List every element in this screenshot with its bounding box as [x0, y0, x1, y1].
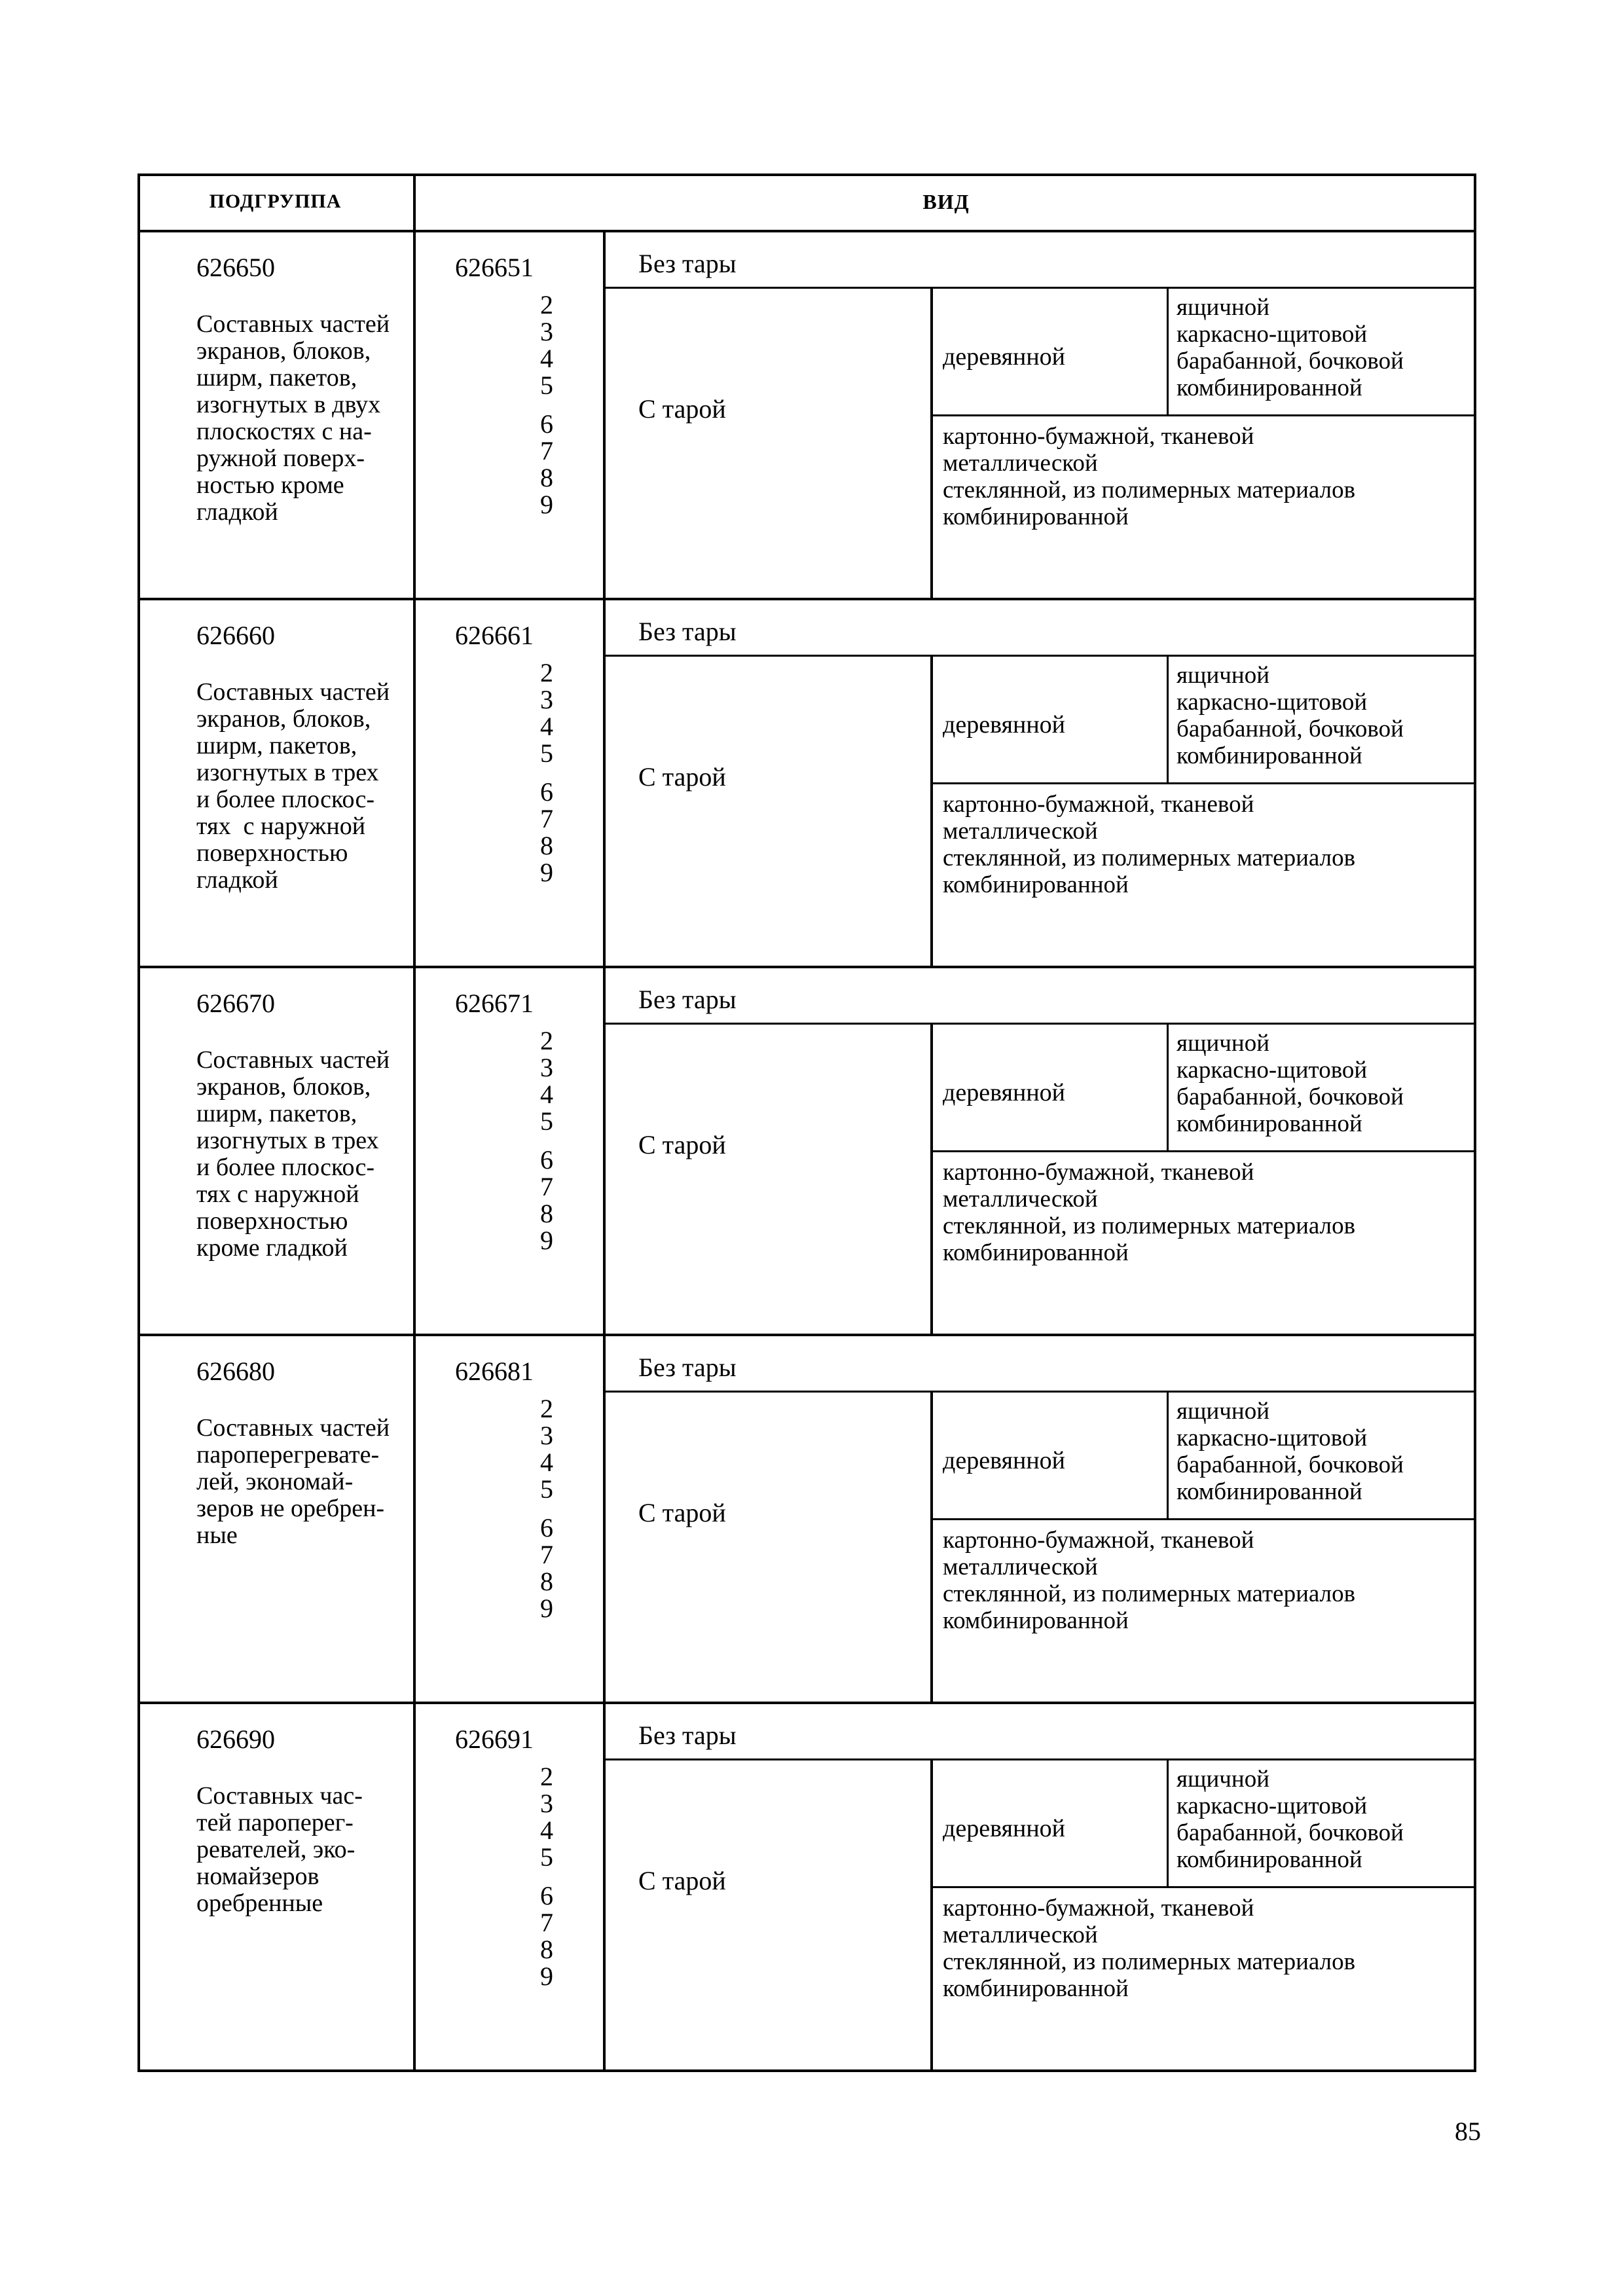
with-packaging-cell — [606, 1760, 933, 2072]
type-code-digit: 6 — [540, 1513, 553, 1542]
other-types-cell — [933, 1520, 1476, 1702]
with-packaging-label: С тарой — [638, 1498, 726, 1527]
type-code-digit: 5 — [540, 1842, 553, 1872]
type-codes-cell — [416, 600, 606, 966]
with-packaging-label: С тарой — [638, 762, 726, 792]
wooden-types-cell — [1169, 1025, 1476, 1152]
wooden-types-text: ящичной каркасно-щитовой барабанной, бочковой комбинированной — [1176, 294, 1404, 401]
page-number: 85 — [1455, 2117, 1481, 2146]
with-packaging-cell — [606, 1025, 933, 1334]
type-code-digit: 4 — [540, 1448, 553, 1477]
type-code-digit: 8 — [540, 1935, 553, 1964]
type-code-digit: 9 — [540, 1961, 553, 1991]
other-types-text: картонно-бумажной, тканевой металлической стеклянной, из полимерных материалов комбинированной — [943, 1527, 1356, 1634]
type-code-digit: 3 — [540, 1421, 553, 1450]
subgroup-code: 626690 — [196, 1724, 275, 1754]
type-code-digit: 9 — [540, 858, 553, 887]
type-first-code: 626681 — [455, 1357, 534, 1386]
type-code-digit: 5 — [540, 1106, 553, 1136]
type-codes-cell — [416, 1704, 606, 2072]
type-code-digit: 7 — [540, 1540, 553, 1569]
wooden-types-text: ящичной каркасно-щитовой барабанной, бочковой комбинированной — [1176, 1398, 1404, 1505]
type-codes-cell — [416, 232, 606, 598]
no-packaging-label: Без тары — [638, 249, 737, 278]
type-code-digit: 4 — [540, 1080, 553, 1109]
subgroup-code: 626670 — [196, 989, 275, 1018]
type-codes-cell — [416, 968, 606, 1334]
no-packaging-row — [606, 1704, 1476, 1760]
type-first-code: 626671 — [455, 989, 534, 1018]
group-row — [137, 1336, 1476, 1704]
type-code-digit: 4 — [540, 712, 553, 741]
type-code-list — [530, 1395, 563, 1622]
wooden-cell — [933, 1025, 1169, 1152]
with-packaging-cell — [606, 657, 933, 966]
subgroup-cell — [137, 1704, 416, 2072]
type-code-digit: 4 — [540, 344, 553, 373]
no-packaging-row — [606, 1336, 1476, 1393]
other-types-cell — [933, 1888, 1476, 2072]
type-code-digit: 4 — [540, 1815, 553, 1845]
type-code-digit: 5 — [540, 371, 553, 400]
wooden-label: деревянной — [943, 1447, 1065, 1474]
type-code-digit: 8 — [540, 463, 553, 492]
wooden-types-cell — [1169, 1393, 1476, 1520]
wooden-types-text: ящичной каркасно-щитовой барабанной, бочковой комбинированной — [1176, 662, 1404, 769]
type-code-digit: 7 — [540, 1172, 553, 1201]
type-code-digit: 6 — [540, 1881, 553, 1910]
type-code-digit: 7 — [540, 1908, 553, 1937]
with-packaging-cell — [606, 289, 933, 598]
type-code-digit: 6 — [540, 409, 553, 439]
type-first-code: 626661 — [455, 621, 534, 650]
subgroup-code: 626660 — [196, 621, 275, 650]
subgroup-cell — [137, 600, 416, 966]
type-code-digit: 5 — [540, 738, 553, 768]
no-packaging-row — [606, 600, 1476, 657]
subgroup-cell — [137, 1336, 416, 1702]
type-code-digit: 3 — [540, 685, 553, 714]
type-code-digit: 9 — [540, 1226, 553, 1255]
group-row — [137, 232, 1476, 600]
type-code-digit: 7 — [540, 804, 553, 833]
wooden-label: деревянной — [943, 711, 1065, 738]
type-code-digit: 3 — [540, 317, 553, 346]
no-packaging-label: Без тары — [638, 617, 737, 646]
wooden-cell — [933, 1393, 1169, 1520]
type-code-digit: 9 — [540, 490, 553, 519]
group-row — [137, 968, 1476, 1336]
type-first-code: 626691 — [455, 1724, 534, 1754]
subgroup-description: Составных час- тей пароперег- ревателей, эко- номайзеров оребренные — [196, 1782, 363, 1917]
type-code-list — [530, 291, 563, 518]
other-types-text: картонно-бумажной, тканевой металлической стеклянной, из полимерных материалов комбинированной — [943, 1159, 1356, 1266]
wooden-cell — [933, 657, 1169, 784]
other-types-text: картонно-бумажной, тканевой металлической стеклянной, из полимерных материалов комбинированной — [943, 1895, 1356, 2002]
type-code-digit: 2 — [540, 290, 553, 319]
other-types-cell — [933, 416, 1476, 598]
type-description-cell — [606, 1704, 1476, 2072]
no-packaging-row — [606, 232, 1476, 289]
subgroup-cell — [137, 232, 416, 598]
group-row — [137, 1704, 1476, 2072]
header-subgroup: ПОДГРУППА — [137, 173, 416, 230]
subgroup-cell — [137, 968, 416, 1334]
wooden-types-text: ящичной каркасно-щитовой барабанной, бочковой комбинированной — [1176, 1766, 1404, 1873]
type-code-digit: 3 — [540, 1053, 553, 1082]
type-code-digit: 2 — [540, 1394, 553, 1423]
wooden-types-cell — [1169, 657, 1476, 784]
type-code-digit: 8 — [540, 831, 553, 860]
with-packaging-label: С тарой — [638, 1130, 726, 1159]
type-code-digit: 6 — [540, 1145, 553, 1175]
wooden-cell — [933, 289, 1169, 416]
type-code-list — [530, 659, 563, 886]
other-types-text: картонно-бумажной, тканевой металлической стеклянной, из полимерных материалов комбинированной — [943, 791, 1356, 898]
no-packaging-label: Без тары — [638, 1353, 737, 1382]
group-row — [137, 600, 1476, 968]
other-types-text: картонно-бумажной, тканевой металлической стеклянной, из полимерных материалов комбинированной — [943, 423, 1356, 530]
no-packaging-row — [606, 968, 1476, 1025]
wooden-types-text: ящичной каркасно-щитовой барабанной, бочковой комбинированной — [1176, 1030, 1404, 1137]
subgroup-description: Составных частей пароперегревате- лей, экономай- зеров не оребрен- ные — [196, 1414, 390, 1549]
type-description-cell — [606, 600, 1476, 966]
type-codes-cell — [416, 1336, 606, 1702]
type-description-cell — [606, 968, 1476, 1334]
type-code-digit: 9 — [540, 1594, 553, 1623]
subgroup-code: 626680 — [196, 1357, 275, 1386]
with-packaging-label: С тарой — [638, 394, 726, 424]
type-code-digit: 8 — [540, 1567, 553, 1596]
type-code-digit: 2 — [540, 1762, 553, 1791]
type-code-digit: 2 — [540, 658, 553, 687]
wooden-types-cell — [1169, 289, 1476, 416]
type-code-digit: 8 — [540, 1199, 553, 1228]
type-code-digit: 3 — [540, 1789, 553, 1818]
wooden-label: деревянной — [943, 343, 1065, 371]
header-type: ВИД — [922, 189, 970, 213]
no-packaging-label: Без тары — [638, 1721, 737, 1750]
wooden-label: деревянной — [943, 1815, 1065, 1842]
table-header — [137, 173, 1476, 232]
wooden-types-cell — [1169, 1760, 1476, 1888]
other-types-cell — [933, 784, 1476, 966]
type-first-code: 626651 — [455, 253, 534, 282]
subgroup-description: Составных частей экранов, блоков, ширм, пакетов, изогнутых в трех и более плоскос- тях с наружной поверхностью гладкой — [196, 678, 390, 894]
subgroup-description: Составных частей экранов, блоков, ширм, пакетов, изогнутых в трех и более плоскос- тях с наружной поверхностью кроме гладкой — [196, 1046, 390, 1262]
subgroup-description: Составных частей экранов, блоков, ширм, пакетов, изогнутых в двух плоскостях с на- ружной поверх- ностью кроме гладкой — [196, 310, 390, 526]
with-packaging-label: С тарой — [638, 1866, 726, 1895]
with-packaging-cell — [606, 1393, 933, 1702]
type-description-cell — [606, 232, 1476, 598]
type-code-list — [530, 1027, 563, 1254]
type-code-digit: 7 — [540, 436, 553, 465]
no-packaging-label: Без тары — [638, 985, 737, 1014]
type-code-digit: 6 — [540, 777, 553, 807]
type-code-list — [530, 1763, 563, 1990]
type-description-cell — [606, 1336, 1476, 1702]
other-types-cell — [933, 1152, 1476, 1334]
subgroup-code: 626650 — [196, 253, 275, 282]
wooden-label: деревянной — [943, 1079, 1065, 1106]
type-code-digit: 5 — [540, 1474, 553, 1504]
type-code-digit: 2 — [540, 1026, 553, 1055]
wooden-cell — [933, 1760, 1169, 1888]
